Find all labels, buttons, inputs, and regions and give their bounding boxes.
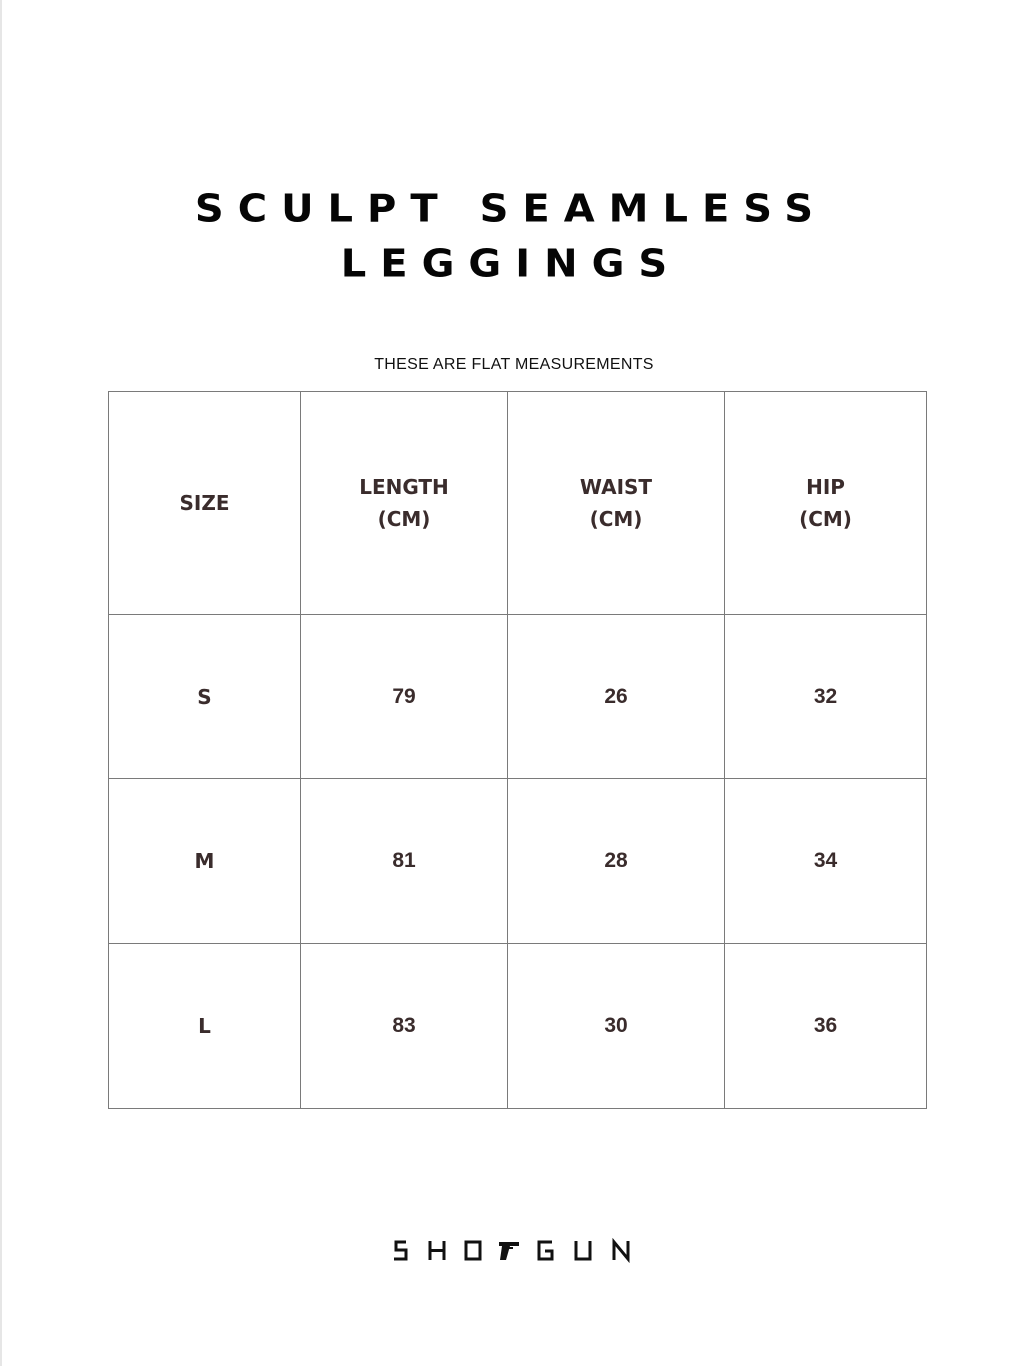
size-chart-table bbox=[108, 391, 927, 1109]
header-size-label: SIZE bbox=[179, 491, 230, 515]
length-cell: 79 bbox=[301, 615, 508, 779]
hip-cell: 32 bbox=[725, 615, 927, 779]
header-length-unit: (CM) bbox=[377, 507, 431, 531]
length-cell: 83 bbox=[301, 944, 508, 1109]
table-row bbox=[109, 779, 927, 944]
size-cell: L bbox=[109, 944, 301, 1109]
table-header-row bbox=[109, 392, 927, 615]
waist-cell: 30 bbox=[508, 944, 725, 1109]
header-hip-label: HIP bbox=[806, 475, 845, 499]
table-row bbox=[109, 944, 927, 1109]
header-length-label: LENGTH bbox=[359, 475, 449, 499]
size-cell: M bbox=[109, 779, 301, 944]
header-waist bbox=[508, 392, 725, 615]
table-row bbox=[109, 615, 927, 779]
header-size bbox=[109, 392, 301, 615]
waist-cell: 26 bbox=[508, 615, 725, 779]
measurement-note: THESE ARE FLAT MEASUREMENTS bbox=[374, 356, 654, 373]
hip-cell: 34 bbox=[725, 779, 927, 944]
header-hip bbox=[725, 392, 927, 615]
size-cell: S bbox=[109, 615, 301, 779]
header-hip-unit: (CM) bbox=[799, 507, 852, 531]
hip-cell: 36 bbox=[725, 944, 927, 1109]
pistol-icon bbox=[499, 1242, 519, 1260]
page-title-line-2: LEGGINGS bbox=[340, 242, 682, 286]
waist-cell: 28 bbox=[508, 779, 725, 944]
brand-logo bbox=[0, 1238, 1022, 1269]
header-waist-label: WAIST bbox=[579, 475, 653, 499]
header-length bbox=[301, 392, 508, 615]
shotgun-logo bbox=[392, 1238, 636, 1264]
header-waist-unit: (CM) bbox=[589, 507, 643, 531]
length-cell: 81 bbox=[301, 779, 508, 944]
page-title-line-1: SCULPT SEAMLESS bbox=[194, 187, 828, 231]
